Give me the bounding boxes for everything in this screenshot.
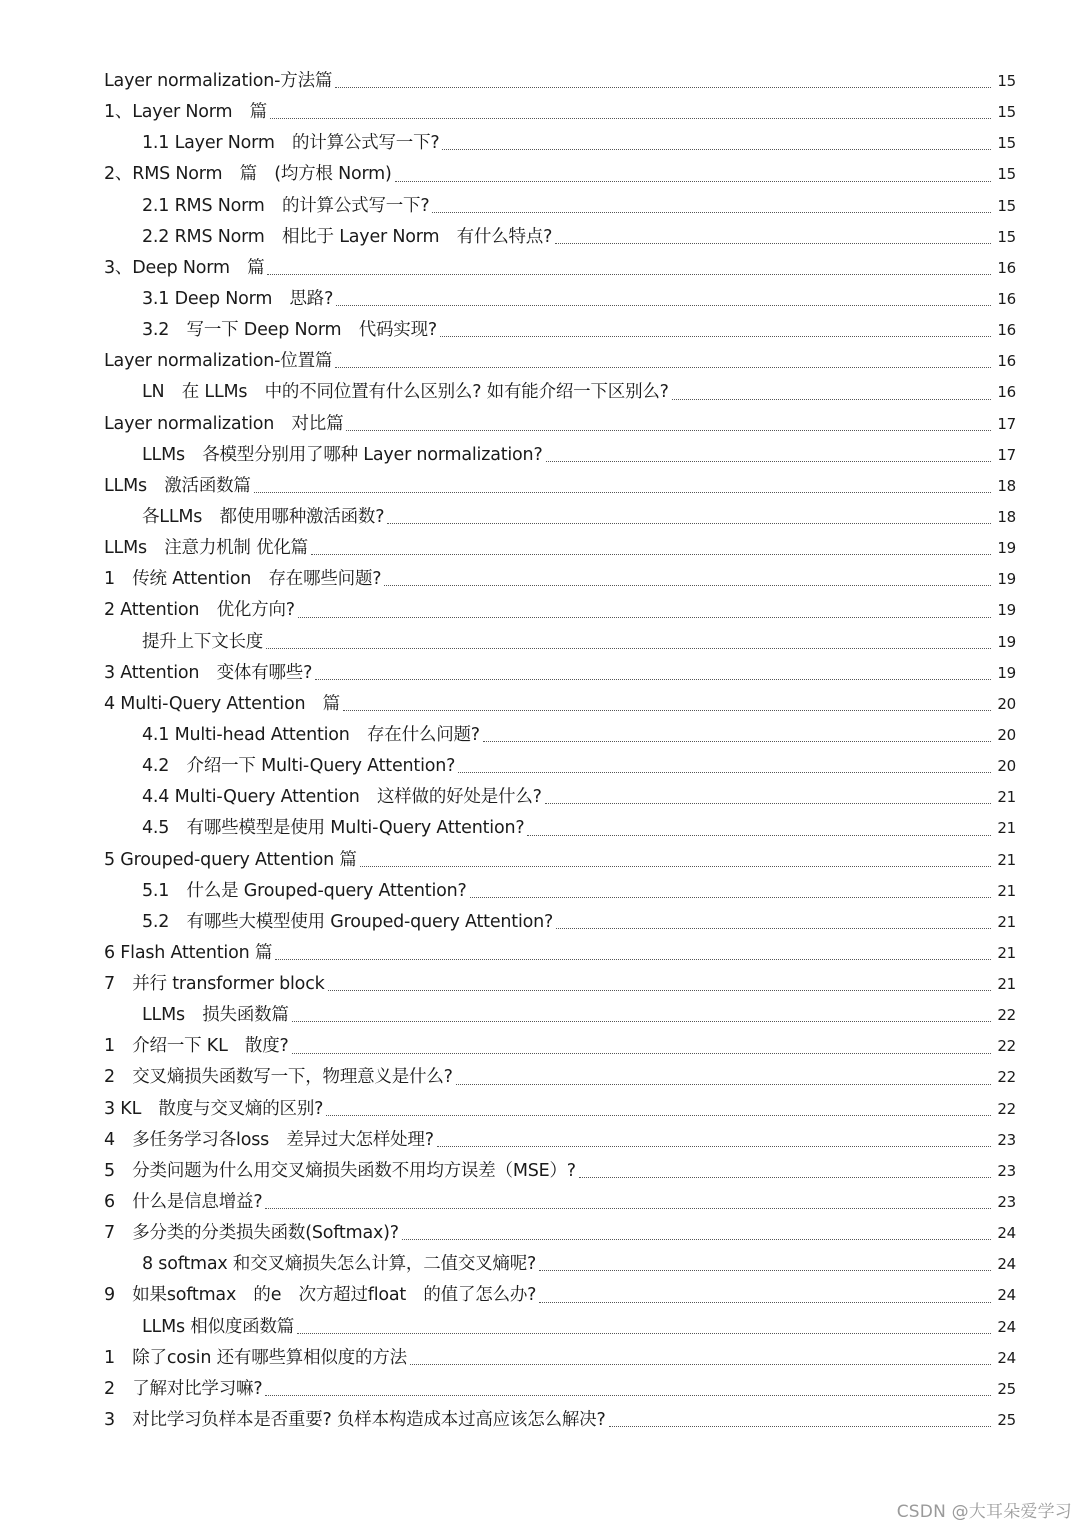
toc-entry[interactable]	[104, 1374, 1016, 1405]
toc-page-number: 15	[997, 227, 1016, 246]
toc-entry-title: 4.4 Multi-Query Attention 这样做的好处是什么?	[142, 787, 542, 808]
toc-page-number: 21	[997, 975, 1016, 994]
toc-entry[interactable]	[104, 377, 1016, 408]
toc-dot-leader	[292, 1021, 991, 1022]
toc-entry-title: 各LLMs 都使用哪种激活函数?	[142, 506, 385, 527]
toc-entry-title: 3 对比学习负样本是否重要? 负样本构造成本过高应该怎么解决?	[104, 1410, 606, 1431]
toc-dot-leader	[437, 1146, 991, 1147]
toc-entry-title: 2.2 RMS Norm 相比于 Layer Norm 有什么特点?	[142, 226, 553, 247]
toc-entry-title: 2 Attention 优化方向?	[104, 600, 295, 621]
toc-page-number: 22	[997, 1099, 1016, 1118]
toc-entry[interactable]	[104, 907, 1016, 938]
toc-page-number: 18	[997, 476, 1016, 495]
toc-entry-title: 提升上下文长度	[142, 631, 264, 652]
toc-page-number: 15	[997, 134, 1016, 153]
toc-dot-leader	[265, 1395, 991, 1396]
toc-entry-title: 2.1 RMS Norm 的计算公式写一下?	[142, 195, 430, 216]
toc-entry[interactable]	[104, 533, 1016, 564]
toc-entry[interactable]	[104, 595, 1016, 626]
toc-page-number: 21	[997, 912, 1016, 931]
toc-entry[interactable]	[104, 1156, 1016, 1187]
toc-page-number: 21	[997, 943, 1016, 962]
toc-page-number: 24	[997, 1348, 1016, 1367]
toc-page-number: 16	[997, 352, 1016, 371]
toc-dot-leader	[579, 1177, 991, 1178]
toc-entry[interactable]	[104, 315, 1016, 346]
toc-entry[interactable]	[104, 128, 1016, 159]
toc-page-number: 17	[997, 445, 1016, 464]
toc-entry-title: 4 多任务学习各loss 差异过大怎样处理?	[104, 1129, 434, 1150]
toc-entry-title: 1 除了cosin 还有哪些算相似度的方法	[104, 1347, 407, 1368]
toc-dot-leader	[292, 1053, 991, 1054]
toc-entry-title: 5 分类问题为什么用交叉熵损失函数不用均方误差（MSE）?	[104, 1160, 576, 1181]
toc-entry-title: 2、RMS Norm 篇 (均方根 Norm)	[104, 164, 392, 185]
toc-page-number: 16	[997, 321, 1016, 340]
toc-entry[interactable]	[104, 627, 1016, 658]
toc-dot-leader	[298, 617, 991, 618]
toc-entry-title: 1、Layer Norm 篇	[104, 102, 267, 123]
toc-page-number: 22	[997, 1037, 1016, 1056]
toc-entry[interactable]	[104, 1280, 1016, 1311]
toc-entry-title: 6 Flash Attention 篇	[104, 942, 273, 963]
toc-dot-leader	[539, 1302, 991, 1303]
toc-dot-leader	[387, 523, 991, 524]
toc-page-number: 20	[997, 694, 1016, 713]
toc-entry-title: 4.5 有哪些模型是使用 Multi-Query Attention?	[142, 818, 525, 839]
toc-entry-title: Layer normalization 对比篇	[104, 413, 344, 434]
toc-dot-leader	[545, 803, 991, 804]
toc-entry[interactable]	[104, 253, 1016, 284]
toc-dot-leader	[556, 928, 991, 929]
toc-dot-leader	[609, 1426, 991, 1427]
toc-entry-title: LLMs 注意力机制 优化篇	[104, 538, 308, 559]
toc-dot-leader	[555, 243, 991, 244]
toc-entry[interactable]	[104, 1187, 1016, 1218]
toc-dot-leader	[336, 305, 991, 306]
toc-page-number: 19	[997, 601, 1016, 620]
toc-entry[interactable]	[104, 222, 1016, 253]
toc-page-number: 16	[997, 289, 1016, 308]
toc-dot-leader	[360, 866, 991, 867]
toc-entry[interactable]	[104, 1405, 1016, 1436]
toc-page-number: 15	[997, 165, 1016, 184]
toc-page-number: 21	[997, 850, 1016, 869]
toc-entry[interactable]	[104, 1000, 1016, 1031]
toc-page-number: 24	[997, 1255, 1016, 1274]
toc-dot-leader	[395, 181, 991, 182]
toc-entry[interactable]	[104, 845, 1016, 876]
toc-entry-title: 1 传统 Attention 存在哪些问题?	[104, 569, 382, 590]
toc-entry-title: 2 了解对比学习嘛?	[104, 1378, 263, 1399]
toc-dot-leader	[458, 772, 991, 773]
toc-page-number: 23	[997, 1193, 1016, 1212]
csdn-watermark: CSDN @大耳朵爱学习	[896, 1502, 1072, 1522]
toc-dot-leader	[672, 399, 991, 400]
toc-entry-title: 5.1 什么是 Grouped-query Attention?	[142, 880, 467, 901]
toc-dot-leader	[402, 1239, 991, 1240]
toc-page-number: 24	[997, 1286, 1016, 1305]
toc-dot-leader	[527, 835, 991, 836]
toc-entry[interactable]	[104, 191, 1016, 222]
toc-page-number: 19	[997, 663, 1016, 682]
toc-entry[interactable]	[104, 1218, 1016, 1249]
toc-dot-leader	[335, 367, 991, 368]
toc-entry-title: 4 Multi-Query Attention 篇	[104, 693, 340, 714]
toc-dot-leader	[315, 679, 991, 680]
toc-page-number: 21	[997, 881, 1016, 900]
toc-dot-leader	[270, 118, 991, 119]
toc-entry-title: Layer normalization-位置篇	[104, 351, 333, 372]
toc-entry[interactable]	[104, 1125, 1016, 1156]
toc-entry[interactable]	[104, 564, 1016, 595]
toc-page-number: 18	[997, 507, 1016, 526]
toc-dot-leader	[432, 212, 991, 213]
toc-dot-leader	[410, 1364, 991, 1365]
toc-entry-title: 1 介绍一下 KL 散度?	[104, 1036, 289, 1057]
toc-entry[interactable]	[104, 938, 1016, 969]
toc-entry[interactable]	[104, 440, 1016, 471]
toc-dot-leader	[275, 959, 991, 960]
toc-dot-leader	[311, 554, 991, 555]
toc-entry-title: 3.2 写一下 Deep Norm 代码实现?	[142, 320, 437, 341]
toc-entry[interactable]	[104, 66, 1016, 97]
toc-entry-title: 4.2 介绍一下 Multi-Query Attention?	[142, 756, 456, 777]
toc-entry-title: 4.1 Multi-head Attention 存在什么问题?	[142, 724, 480, 745]
toc-entry-title: LLMs 各模型分别用了哪种 Layer normalization?	[142, 444, 543, 465]
toc-page-number: 24	[997, 1317, 1016, 1336]
toc-dot-leader	[546, 461, 991, 462]
toc-entry-title: 7 多分类的分类损失函数(Softmax)?	[104, 1223, 399, 1244]
toc-dot-leader	[267, 274, 991, 275]
toc-dot-leader	[470, 897, 991, 898]
toc-entry[interactable]	[104, 1312, 1016, 1343]
toc-entry[interactable]	[104, 1249, 1016, 1280]
toc-dot-leader	[335, 87, 991, 88]
toc-page-number: 25	[997, 1411, 1016, 1430]
toc-page-number: 17	[997, 414, 1016, 433]
toc-dot-leader	[456, 1084, 991, 1085]
toc-dot-leader	[266, 648, 991, 649]
toc-entry[interactable]	[104, 689, 1016, 720]
toc-entry-title: 5 Grouped-query Attention 篇	[104, 849, 357, 870]
toc-entry[interactable]	[104, 409, 1016, 440]
toc-page-number: 15	[997, 103, 1016, 122]
toc-entry-title: LLMs 激活函数篇	[104, 475, 251, 496]
toc-dot-leader	[346, 430, 991, 431]
toc-page-number: 15	[997, 71, 1016, 90]
toc-entry-title: 8 softmax 和交叉熵损失怎么计算，二值交叉熵呢?	[142, 1254, 537, 1275]
toc-entry[interactable]	[104, 876, 1016, 907]
toc-dot-leader	[343, 710, 991, 711]
toc-entry-title: 5.2 有哪些大模型使用 Grouped-query Attention?	[142, 911, 554, 932]
toc-entry-title: 7 并行 transformer block	[104, 974, 325, 995]
toc-entry[interactable]	[104, 1031, 1016, 1062]
toc-entry-title: LLMs 相似度函数篇	[142, 1316, 295, 1337]
toc-page-number: 22	[997, 1006, 1016, 1025]
toc-entry[interactable]	[104, 751, 1016, 782]
toc-dot-leader	[442, 149, 991, 150]
toc-page-number: 19	[997, 570, 1016, 589]
toc-entry[interactable]	[104, 1063, 1016, 1094]
toc-entry[interactable]	[104, 97, 1016, 128]
toc-entry[interactable]	[104, 159, 1016, 190]
toc-page-number: 19	[997, 632, 1016, 651]
toc-entry[interactable]	[104, 720, 1016, 751]
toc-entry-title: 3 KL 散度与交叉熵的区别?	[104, 1098, 324, 1119]
toc-dot-leader	[384, 585, 991, 586]
toc-entry-title: 9 如果softmax 的e 次方超过float 的值了怎么办?	[104, 1285, 537, 1306]
toc-entry[interactable]	[104, 1343, 1016, 1374]
toc-entry-title: Layer normalization-方法篇	[104, 70, 333, 91]
toc-entry[interactable]	[104, 782, 1016, 813]
toc-dot-leader	[326, 1115, 991, 1116]
toc-dot-leader	[254, 492, 991, 493]
toc-page-number: 15	[997, 196, 1016, 215]
toc-page-number: 16	[997, 258, 1016, 277]
toc-dot-leader	[297, 1333, 991, 1334]
table-of-contents	[104, 66, 1016, 1436]
toc-entry-title: 3、Deep Norm 篇	[104, 257, 265, 278]
toc-page-number: 22	[997, 1068, 1016, 1087]
toc-entry[interactable]	[104, 284, 1016, 315]
toc-page-number: 23	[997, 1130, 1016, 1149]
toc-dot-leader	[328, 990, 991, 991]
toc-entry[interactable]	[104, 502, 1016, 533]
toc-entry[interactable]	[104, 813, 1016, 844]
toc-entry-title: 2 交叉熵损失函数写一下，物理意义是什么?	[104, 1067, 453, 1088]
toc-dot-leader	[539, 1270, 991, 1271]
toc-dot-leader	[265, 1208, 991, 1209]
toc-entry-title: 3 Attention 变体有哪些?	[104, 662, 313, 683]
toc-entry[interactable]	[104, 1094, 1016, 1125]
toc-page-number: 20	[997, 757, 1016, 776]
toc-page-number: 21	[997, 819, 1016, 838]
toc-page-number: 23	[997, 1161, 1016, 1180]
toc-dot-leader	[483, 741, 991, 742]
toc-entry-title: 6 什么是信息增益?	[104, 1192, 263, 1213]
toc-entry[interactable]	[104, 658, 1016, 689]
toc-entry[interactable]	[104, 346, 1016, 377]
toc-dot-leader	[440, 336, 991, 337]
toc-page-number: 16	[997, 383, 1016, 402]
toc-entry[interactable]	[104, 471, 1016, 502]
toc-entry-title: LN 在 LLMs 中的不同位置有什么区别么? 如有能介绍一下区别么?	[142, 382, 669, 403]
toc-page-number: 25	[997, 1379, 1016, 1398]
toc-page-number: 19	[997, 539, 1016, 558]
toc-entry-title: 1.1 Layer Norm 的计算公式写一下?	[142, 133, 440, 154]
toc-page-number: 20	[997, 725, 1016, 744]
toc-page-number: 24	[997, 1224, 1016, 1243]
toc-entry-title: LLMs 损失函数篇	[142, 1005, 289, 1026]
toc-entry[interactable]	[104, 969, 1016, 1000]
toc-entry-title: 3.1 Deep Norm 思路?	[142, 288, 334, 309]
toc-page-number: 21	[997, 788, 1016, 807]
